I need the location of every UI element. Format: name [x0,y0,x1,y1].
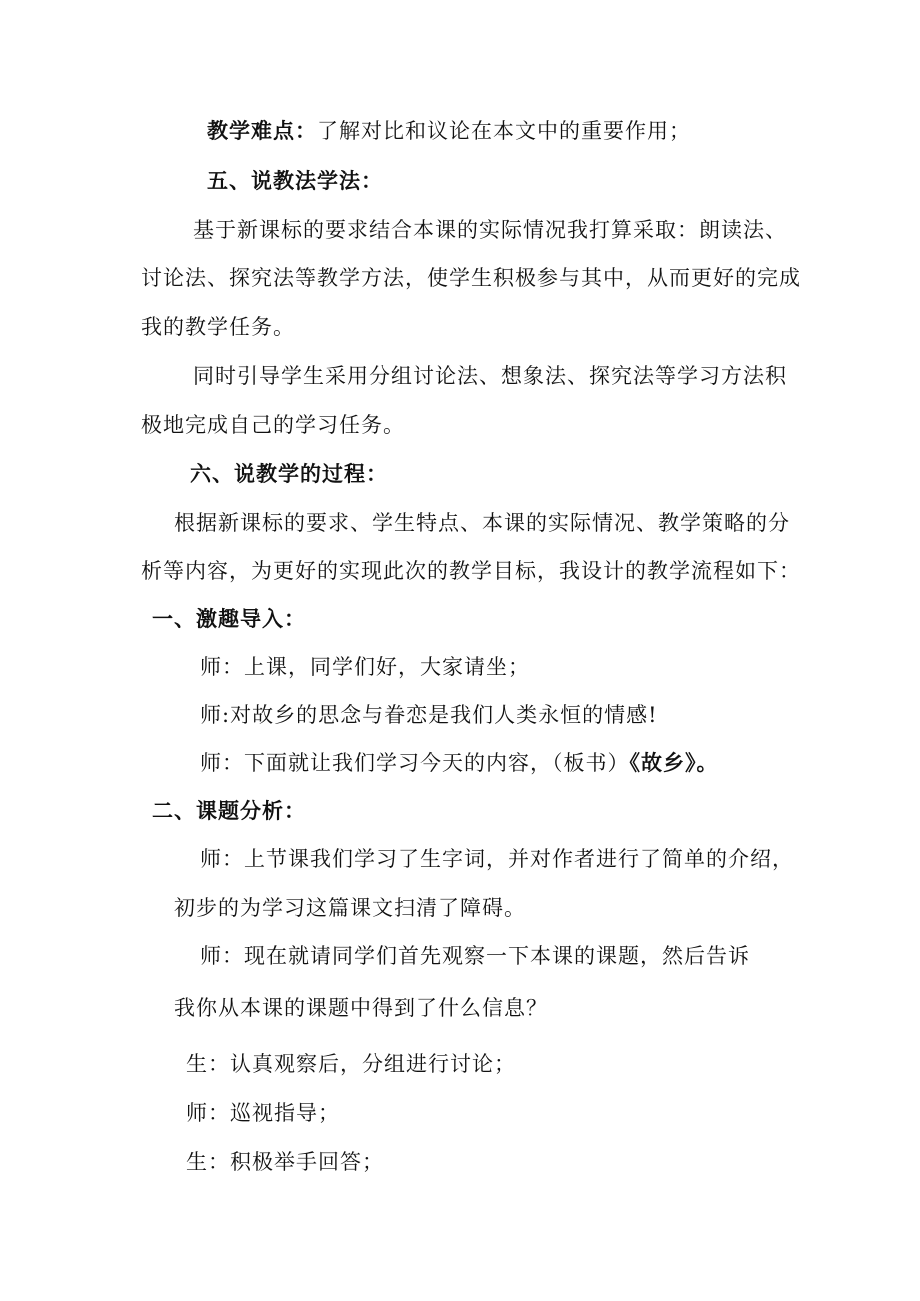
part-2-line5: 生：认真观察后，分组进行讨论； [186,1052,516,1076]
teaching-difficulty-line [207,116,691,146]
part-1-line3 [200,748,719,778]
teaching-difficulty-text: 了解对比和议论在本文中的重要作用； [317,119,691,143]
part-2-heading: 二、课题分析： [152,799,306,823]
part-2-line6: 师：巡视指导； [186,1101,340,1125]
part-2-line1: 师：上节课我们学习了生字词，并对作者进行了简单的介绍， [200,847,794,871]
part-1-line2: 师:对故乡的思念与眷恋是我们人类永恒的情感! [200,703,658,727]
section-6-para-line1: 根据新课标的要求、学生特点、本课的实际情况、教学策略的分 [174,511,790,535]
lesson-title-text: 《故乡》。 [629,751,719,775]
part-1-line3-text: 师：下面就让我们学习今天的内容，（板书） [200,751,630,775]
section-5-para2-line2: 极地完成自己的学习任务。 [141,413,405,437]
part-2-line2: 初步的为学习这篇课文扫清了障碍。 [174,896,526,920]
section-5-heading: 五、说教法学法： [207,169,383,193]
part-2-line7: 生：积极举手回答； [186,1150,384,1174]
part-1-heading: 一、激趣导入： [152,607,306,631]
part-1-line1: 师：上课，同学们好，大家请坐； [200,655,530,679]
section-6-para-line2: 析等内容，为更好的实现此次的教学目标，我设计的教学流程如下： [141,559,801,583]
section-5-para2-line1: 同时引导学生采用分组讨论法、想象法、探究法等学习方法积 [193,364,787,388]
section-5-para1-line1: 基于新课标的要求结合本课的实际情况我打算采取：朗读法、 [193,218,787,242]
part-2-line4: 我你从本课的课题中得到了什么信息？ [174,996,548,1020]
section-5-para1-line3: 我的教学任务。 [141,315,295,339]
section-6-heading: 六、说教学的过程： [190,462,388,486]
part-2-line3: 师：现在就请同学们首先观察一下本课的课题，然后告诉 [200,944,750,968]
section-5-para1-line2: 讨论法、探究法等教学方法，使学生积极参与其中，从而更好的完成 [141,266,801,290]
teaching-difficulty-label: 教学难点： [207,119,317,143]
